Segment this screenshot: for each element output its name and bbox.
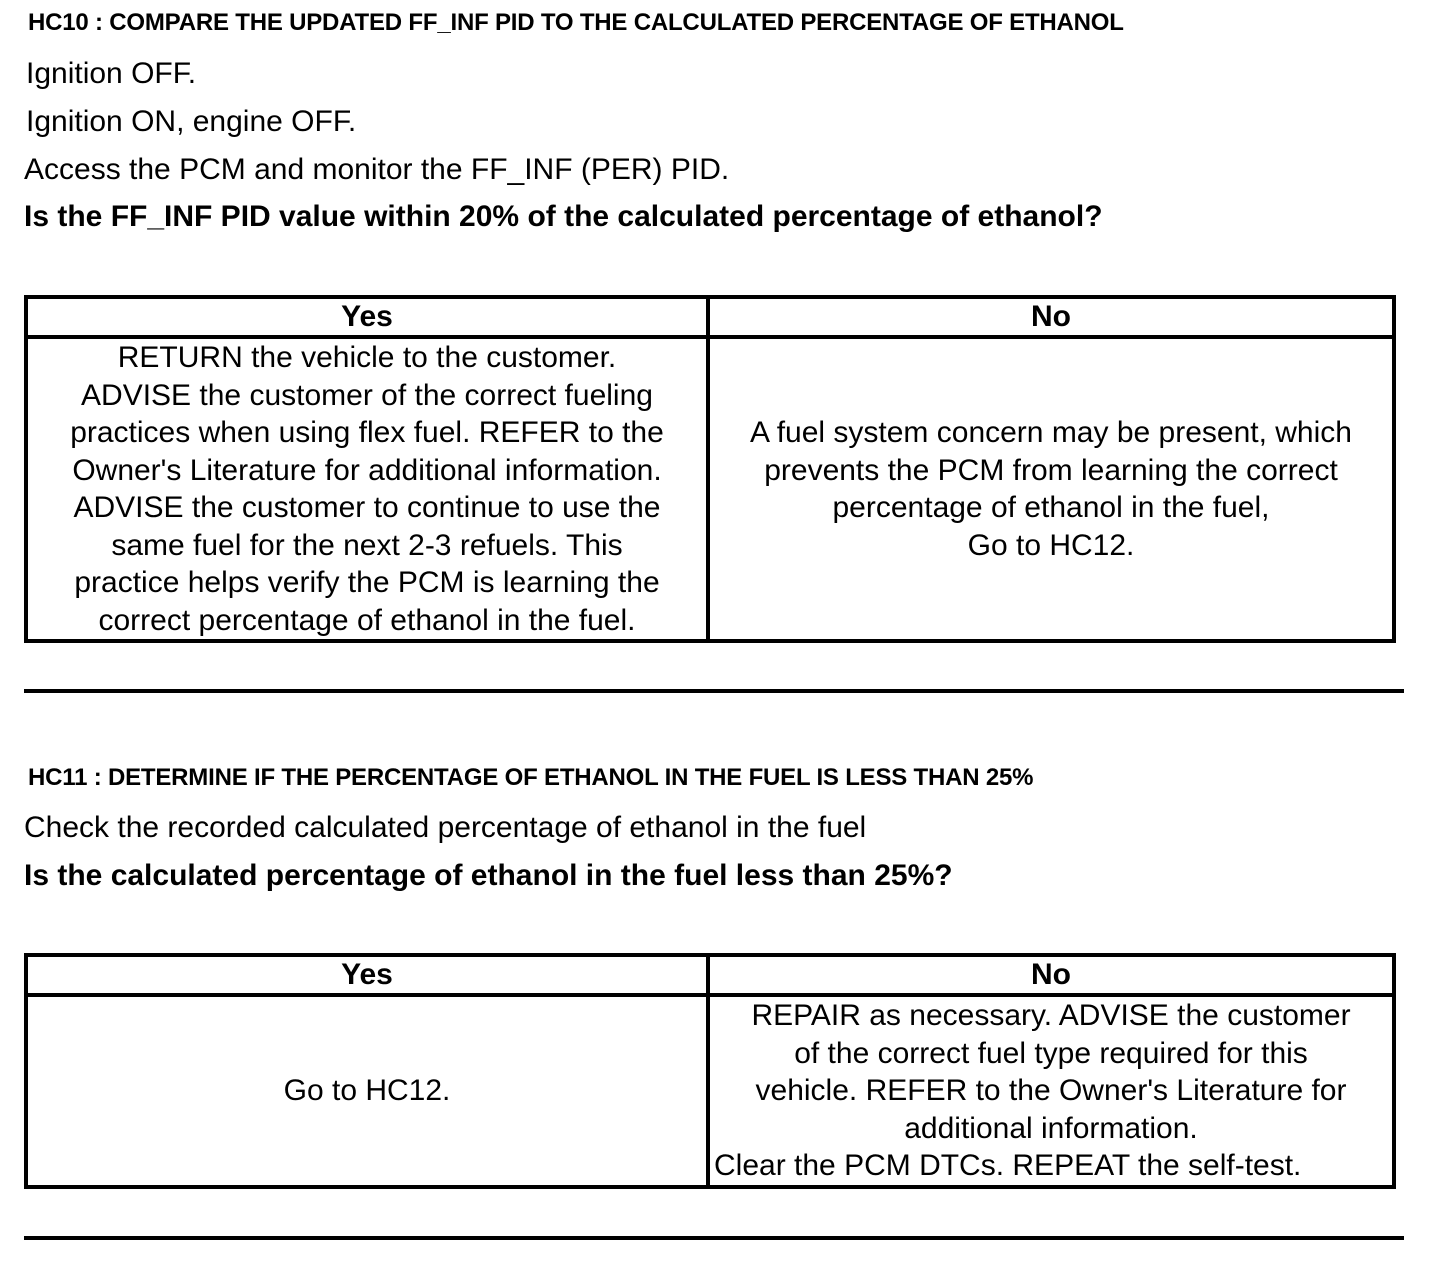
hc11-no-cell (708, 995, 1394, 1187)
hc11-yes-cell (26, 995, 708, 1187)
hc11-table-header-row (26, 955, 1394, 995)
hc10-step-2: Ignition ON, engine OFF. (26, 105, 357, 138)
hc11-no-line: Clear the PCM DTCs. REPEAT the self-test. (714, 1149, 1302, 1183)
hc10-no-line: Go to HC12. (967, 528, 1135, 562)
section-divider (24, 689, 1404, 693)
hc10-no-line: prevents the PCM from learning the correct (764, 453, 1338, 487)
hc11-no-line: of the correct fuel type required for this (794, 1036, 1308, 1070)
hc11-no-line: REPAIR as necessary. ADVISE the customer (751, 999, 1351, 1033)
section-divider (24, 1236, 1404, 1240)
hc10-no-header: No (708, 297, 1394, 337)
hc11-table-body-row (26, 995, 1394, 1187)
hc11-yes-no-table (24, 953, 1396, 1189)
hc10-yes-line: ADVISE the customer to continue to use the (73, 491, 661, 524)
hc11-title: HC11 : DETERMINE IF THE PERCENTAGE OF ETHANOL IN THE FUEL IS LESS THAN 25% (28, 764, 1034, 791)
hc10-yes-line: correct percentage of ethanol in the fuel. (98, 603, 636, 637)
hc10-yes-header: Yes (26, 297, 708, 337)
hc10-no-cell (708, 337, 1394, 641)
hc11-no-line: additional information. (904, 1111, 1198, 1145)
hc10-yes-cell (26, 337, 708, 641)
hc11-no-header: No (708, 955, 1394, 995)
hc10-yes-no-table (24, 295, 1396, 643)
hc10-title: HC10 : COMPARE THE UPDATED FF_INF PID TO THE CALCULATED PERCENTAGE OF ETHANOL (28, 9, 1124, 36)
hc10-yes-line: Owner's Literature for additional information. (72, 453, 662, 487)
hc10-step-3: Access the PCM and monitor the FF_INF (PER) PID. (24, 153, 730, 186)
hc10-yes-line: RETURN the vehicle to the customer. (117, 341, 617, 374)
hc10-yes-line: practices when using flex fuel. REFER to the (70, 416, 664, 449)
hc11-no-line: vehicle. REFER to the Owner's Literature for (755, 1074, 1347, 1108)
hc10-table-body-row (26, 337, 1394, 641)
hc10-no-line: percentage of ethanol in the fuel, (832, 491, 1270, 524)
hc11-yes-line: Go to HC12. (283, 1074, 451, 1108)
hc10-yes-line: practice helps verify the PCM is learning the (74, 566, 660, 599)
hc11-step-1: Check the recorded calculated percentage of ethanol in the fuel (24, 811, 867, 844)
hc10-no-line: A fuel system concern may be present, which (750, 416, 1352, 449)
hc10-question: Is the FF_INF PID value within 20% of the calculated percentage of ethanol? (24, 200, 1103, 233)
hc11-question: Is the calculated percentage of ethanol in the fuel less than 25%? (24, 859, 953, 892)
hc10-table-header-row (26, 297, 1394, 337)
hc10-yes-line: ADVISE the customer of the correct fueling (81, 378, 653, 412)
hc10-step-1: Ignition OFF. (26, 57, 197, 90)
hc10-yes-line: same fuel for the next 2-3 refuels. This (111, 528, 623, 562)
hc11-yes-header: Yes (26, 955, 708, 995)
